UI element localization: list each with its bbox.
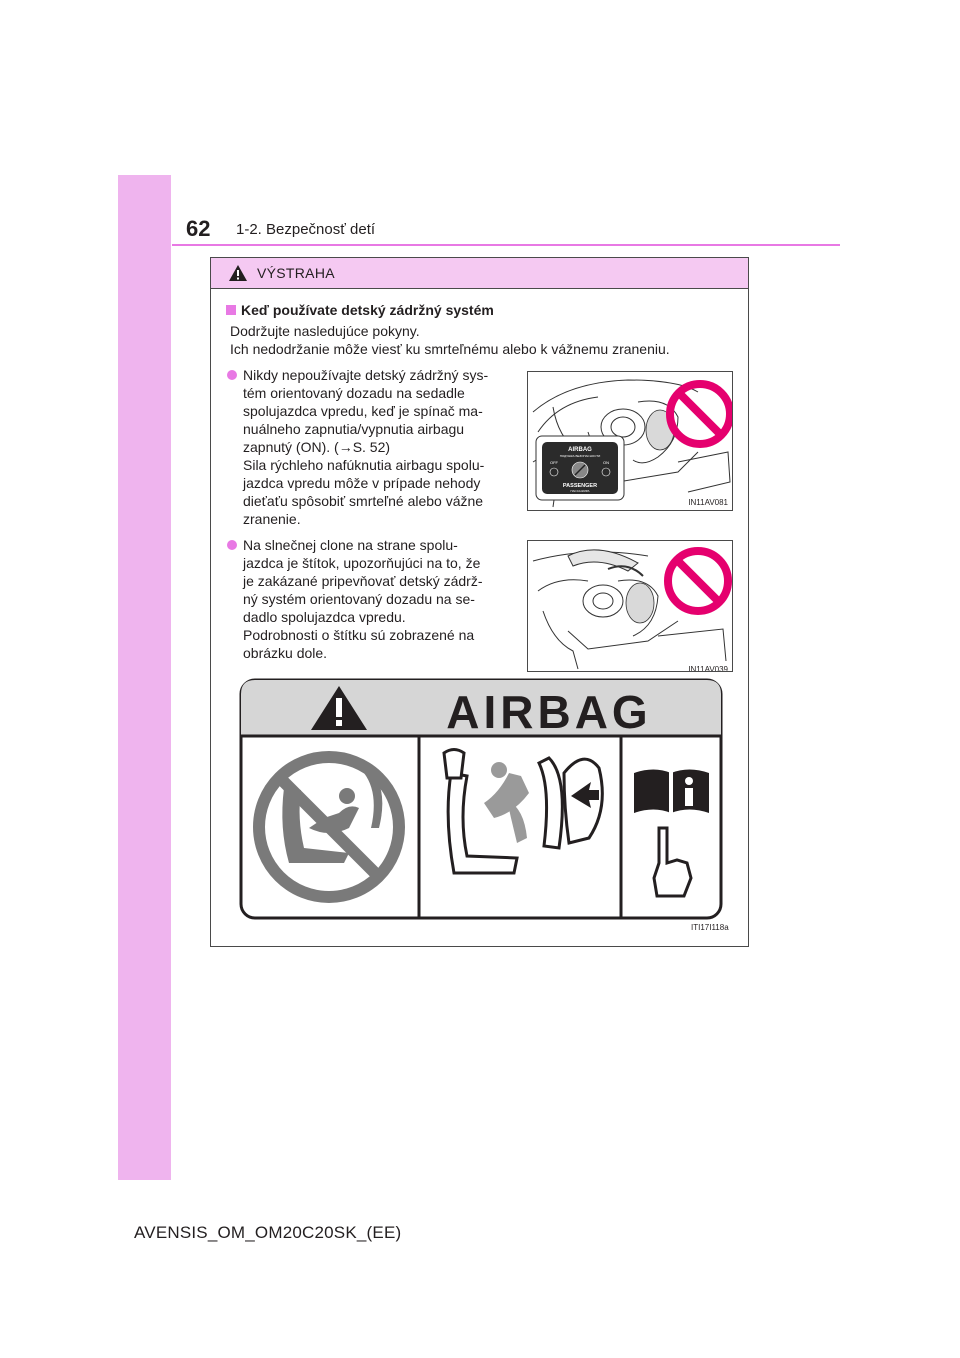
bullet-item-2 bbox=[227, 536, 517, 662]
bullet-line: Nikdy nepoužívajte detský zádržný sys- bbox=[243, 367, 489, 383]
header-rule bbox=[172, 244, 840, 246]
switch-passenger-ru: ПАССАЖИРА bbox=[570, 489, 590, 493]
switch-cyrillic: ПОДУШКА БЕЗОПАСНОСТИ bbox=[559, 454, 601, 458]
airbag-warning-label bbox=[239, 678, 723, 920]
switch-off: OFF bbox=[550, 460, 558, 465]
bullet-item-1 bbox=[227, 366, 517, 528]
bullet-line: je zakázané pripevňovať detský zádrž- bbox=[243, 573, 483, 589]
square-bullet-icon bbox=[226, 305, 236, 315]
switch-title: AIRBAG bbox=[568, 447, 592, 453]
bullet-line: zranenie. bbox=[243, 511, 301, 527]
prohibition-icon bbox=[668, 551, 728, 611]
bullet-line: Podrobnosti o štítku sú zobrazené na bbox=[243, 627, 475, 643]
sun-visor-illustration bbox=[528, 541, 732, 671]
bullet-line: tém orientovaný dozadu na sedadle bbox=[243, 385, 465, 401]
figure-id: ITI17I118a bbox=[691, 923, 729, 932]
bullet-line: Na slnečnej clone na strane spolu- bbox=[243, 537, 458, 553]
bullet-dot-icon bbox=[227, 370, 237, 380]
prohibition-icon bbox=[670, 384, 730, 444]
car-interior-illustration bbox=[528, 372, 732, 510]
bullet-line: spolujazdca vpredu, keď je spínač ma- bbox=[243, 403, 483, 419]
figure-rear-facing-seat bbox=[527, 371, 733, 511]
bullet-line: dieťaťu spôsobiť smrteľné alebo vážne bbox=[243, 493, 484, 509]
bullet-line: dadlo spolujazdca vpredu. bbox=[243, 609, 406, 625]
airbag-switch-panel bbox=[536, 436, 624, 500]
figure-id: IN11AV039 bbox=[688, 665, 728, 672]
no-rear-facing-seat-icon bbox=[259, 757, 399, 897]
warning-header bbox=[211, 258, 748, 289]
warning-title: VÝSTRAHA bbox=[257, 265, 335, 281]
footer-document-code: AVENSIS_OM_OM20C20SK_(EE) bbox=[134, 1223, 402, 1242]
side-tab bbox=[118, 175, 171, 1180]
switch-on: ON bbox=[603, 460, 609, 465]
bullet-dot-icon bbox=[227, 540, 237, 550]
intro-line: Ich nedodržanie môže viesť ku smrteľnému alebo k vážnemu zraneniu. bbox=[230, 341, 670, 357]
bullet-line: jazdca vpredu môže v prípade nehody bbox=[243, 475, 481, 491]
warning-heading bbox=[226, 302, 494, 318]
bullet-line: nuálneho zapnutia/vypnutia airbagu bbox=[243, 421, 465, 437]
bullet-line: obrázku dole. bbox=[243, 645, 328, 661]
figure-id: IN11AV081 bbox=[688, 498, 728, 507]
bullet-line: ný systém orientovaný dozadu na se- bbox=[243, 591, 475, 607]
warning-box bbox=[210, 257, 749, 947]
label-title: AIRBAG bbox=[446, 686, 652, 738]
heading-text: Keď používate detský zádržný systém bbox=[241, 302, 494, 318]
intro-line: Dodržujte nasledujúce pokyny. bbox=[230, 323, 420, 339]
figure-sun-visor bbox=[527, 540, 733, 672]
bullet-line: Sila rýchleho nafúknutia airbagu spolu- bbox=[243, 457, 485, 473]
bullet-line: zapnutý (ON). (→S. 52) bbox=[243, 439, 391, 455]
intro-text bbox=[230, 322, 670, 358]
section-title: 1-2. Bezpečnosť detí bbox=[236, 221, 376, 238]
bullet-line: jazdca je štítok, upozorňujúci na to, že bbox=[243, 555, 481, 571]
switch-passenger: PASSENGER bbox=[562, 483, 598, 489]
warning-triangle-icon bbox=[228, 264, 248, 282]
page-number: 62 bbox=[186, 216, 211, 241]
